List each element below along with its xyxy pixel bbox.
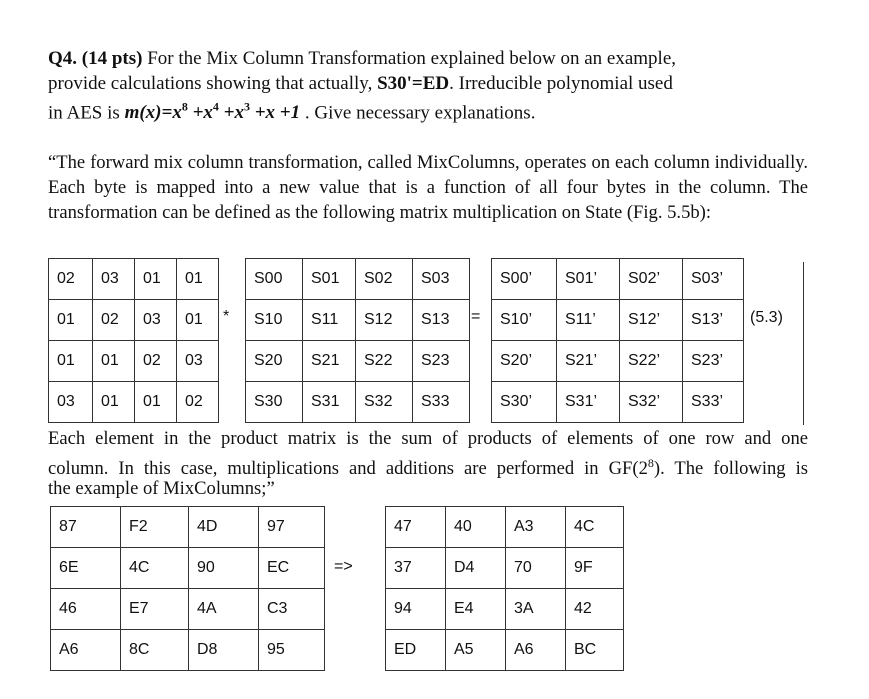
matrix-s-prime-cell: S00’ — [492, 259, 557, 300]
equation-right-border — [803, 262, 804, 425]
polynomial-exp-3: 3 — [243, 100, 250, 114]
example-output-cell: A6 — [506, 630, 566, 671]
equals-symbol: = — [471, 308, 481, 325]
matrix-s-prime-cell: S23’ — [683, 341, 744, 382]
example-output-row — [386, 548, 624, 589]
matrix-s-cell: S00 — [246, 259, 303, 300]
example-input-row — [51, 630, 325, 671]
matrix-a-row — [49, 300, 219, 341]
matrix-s-prime-cell: S22’ — [620, 341, 683, 382]
example-input-cell: 87 — [51, 507, 121, 548]
matrix-s — [245, 258, 470, 423]
matrix-s-prime-cell: S02’ — [620, 259, 683, 300]
matrix-a-cell: 01 — [49, 300, 93, 341]
question-text-2a: provide calculations showing that actually, — [48, 73, 373, 94]
question-line-3 — [48, 100, 535, 124]
matrix-s-cell: S31 — [303, 382, 356, 423]
polynomial-exp-8: 8 — [181, 100, 188, 114]
example-input-cell: C3 — [259, 589, 325, 630]
matrix-s-cell: S21 — [303, 341, 356, 382]
matrix-s-prime-cell: S31’ — [557, 382, 620, 423]
polynomial-term-x3: +x — [218, 102, 244, 124]
example-input-cell: 90 — [189, 548, 259, 589]
matrix-a-cell: 01 — [177, 259, 219, 300]
matrix-a-cell: 03 — [93, 259, 135, 300]
matrix-s-cell: S01 — [303, 259, 356, 300]
example-input-cell: 95 — [259, 630, 325, 671]
matrix-s-prime-cell: S21’ — [557, 341, 620, 382]
question-text-1: For the Mix Column Transformation explained below on an example, — [147, 48, 676, 69]
matrix-a-cell: 03 — [135, 300, 177, 341]
matrix-s-prime — [491, 258, 744, 423]
example-output-row — [386, 589, 624, 630]
example-input-cell: EC — [259, 548, 325, 589]
question-number: Q4. — [48, 48, 78, 69]
example-output-cell: 70 — [506, 548, 566, 589]
polynomial-term-x4: +x — [187, 102, 213, 124]
example-input-cell: 46 — [51, 589, 121, 630]
matrix-s-cell: S02 — [356, 259, 413, 300]
matrix-s-prime-cell: S01’ — [557, 259, 620, 300]
matrix-s-prime-cell: S12’ — [620, 300, 683, 341]
example-output-row — [386, 630, 624, 671]
matrix-s-row — [246, 259, 470, 300]
matrix-a-cell: 01 — [177, 300, 219, 341]
question-points: (14 pts) — [81, 48, 143, 69]
example-input-cell: 97 — [259, 507, 325, 548]
quote-paragraph: “The forward mix column transformation, called MixColumns, operates on each column individually. Each byte is mapped into a new value that is a function of all four bytes in the column. The transformation can be defined as the following matrix multiplication on State (Fig. 5.5b): — [48, 152, 808, 223]
arrow-symbol: => — [334, 558, 353, 575]
matrix-a-cell: 02 — [49, 259, 93, 300]
question-text-3a: in AES is — [48, 102, 120, 124]
matrix-s-prime-row — [492, 341, 744, 382]
matrix-s-cell: S33 — [413, 382, 470, 423]
explanation-text-2b: ). The following is — [653, 458, 808, 480]
matrix-a-cell: 02 — [135, 341, 177, 382]
example-output-cell: 3A — [506, 589, 566, 630]
matrix-a-cell: 02 — [177, 382, 219, 423]
example-input-cell: A6 — [51, 630, 121, 671]
example-input-row — [51, 589, 325, 630]
example-output-cell: 40 — [446, 507, 506, 548]
matrix-s-row — [246, 341, 470, 382]
matrix-a-row — [49, 259, 219, 300]
matrix-s-cell: S12 — [356, 300, 413, 341]
matrix-a-cell: 01 — [135, 259, 177, 300]
matrix-s-prime-cell: S11’ — [557, 300, 620, 341]
example-output-cell: A5 — [446, 630, 506, 671]
matrix-s-cell: S13 — [413, 300, 470, 341]
multiply-symbol: * — [223, 308, 230, 325]
matrix-s-cell: S11 — [303, 300, 356, 341]
matrix-s-cell: S20 — [246, 341, 303, 382]
matrix-a-row — [49, 382, 219, 423]
matrix-s-prime-cell: S20’ — [492, 341, 557, 382]
example-input-cell: 8C — [121, 630, 189, 671]
polynomial-exp-4: 4 — [212, 100, 219, 114]
matrix-a-cell: 01 — [49, 341, 93, 382]
example-input-matrix — [50, 506, 325, 671]
matrix-s-cell: S32 — [356, 382, 413, 423]
question-line-1 — [48, 48, 676, 70]
matrix-s-prime-cell: S10’ — [492, 300, 557, 341]
question-text-2b: . Irreducible polynomial used — [449, 73, 673, 94]
matrix-s-cell: S10 — [246, 300, 303, 341]
matrix-a-cell: 01 — [135, 382, 177, 423]
matrix-s-cell: S22 — [356, 341, 413, 382]
matrix-s-prime-row — [492, 382, 744, 423]
example-output-cell: 9F — [566, 548, 624, 589]
example-input-cell: F2 — [121, 507, 189, 548]
matrix-a-cell: 01 — [93, 382, 135, 423]
matrix-s-cell: S23 — [413, 341, 470, 382]
example-output-cell: 37 — [386, 548, 446, 589]
matrix-s-prime-row — [492, 259, 744, 300]
example-input-row — [51, 548, 325, 589]
matrix-a — [48, 258, 219, 423]
matrix-s-prime-cell: S30’ — [492, 382, 557, 423]
matrix-a-row — [49, 341, 219, 382]
example-output-cell: ED — [386, 630, 446, 671]
polynomial-name: m(x)= — [124, 102, 173, 124]
matrix-s-prime-row — [492, 300, 744, 341]
matrix-s-row — [246, 300, 470, 341]
polynomial-term-rest: +x +1 — [249, 102, 301, 124]
example-input-cell: 6E — [51, 548, 121, 589]
example-output-cell: A3 — [506, 507, 566, 548]
matrix-s-cell: S30 — [246, 382, 303, 423]
matrix-s-prime-cell: S33’ — [683, 382, 744, 423]
matrix-a-cell: 02 — [93, 300, 135, 341]
example-input-cell: 4D — [189, 507, 259, 548]
explanation-line-1: Each element in the product matrix is the sum of products of elements of one row and one — [48, 428, 808, 449]
question-target: S30'=ED — [377, 73, 450, 94]
example-input-cell: 4C — [121, 548, 189, 589]
example-output-row — [386, 507, 624, 548]
example-output-cell: 4C — [566, 507, 624, 548]
matrix-s-row — [246, 382, 470, 423]
example-input-cell: 4A — [189, 589, 259, 630]
example-output-cell: 94 — [386, 589, 446, 630]
explanation-text-2a: column. In this case, multiplications and additions are performed in GF(2 — [48, 458, 648, 480]
example-output-cell: E4 — [446, 589, 506, 630]
matrix-a-cell: 03 — [49, 382, 93, 423]
question-text-3b: . Give necessary explanations. — [304, 102, 536, 124]
example-output-cell: D4 — [446, 548, 506, 589]
explanation-line-3: the example of MixColumns;” — [48, 478, 275, 499]
matrix-s-prime-cell: S13’ — [683, 300, 744, 341]
question-line-2 — [48, 73, 673, 95]
equation-label: (5.3) — [750, 309, 783, 326]
example-output-cell: 47 — [386, 507, 446, 548]
example-output-cell: 42 — [566, 589, 624, 630]
example-output-cell: BC — [566, 630, 624, 671]
example-output-matrix — [385, 506, 624, 671]
matrix-a-cell: 03 — [177, 341, 219, 382]
matrix-s-prime-cell: S03’ — [683, 259, 744, 300]
explanation-exp: 8 — [647, 456, 654, 470]
matrix-a-cell: 01 — [93, 341, 135, 382]
matrix-s-prime-cell: S32’ — [620, 382, 683, 423]
example-input-row — [51, 507, 325, 548]
matrix-s-cell: S03 — [413, 259, 470, 300]
polynomial-term-x8: x — [172, 102, 182, 124]
example-input-cell: E7 — [121, 589, 189, 630]
example-input-cell: D8 — [189, 630, 259, 671]
